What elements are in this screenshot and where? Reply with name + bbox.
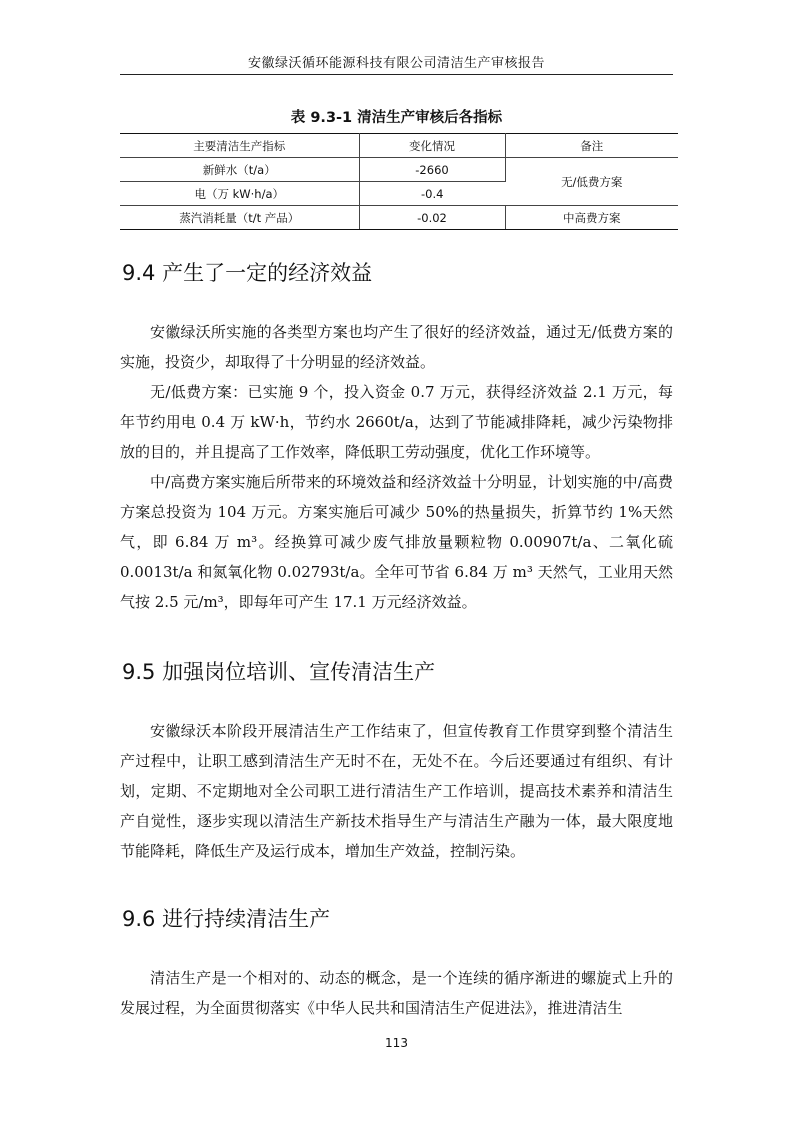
- cell-change: -0.02: [359, 206, 505, 230]
- paragraph: 中/高费方案实施后所带来的环境效益和经济效益十分明显，计划实施的中/高费方案总投资为 104 万元。方案实施后可减少 50%的热量损失，折算节约 1%天然气，即 6.84 万 m³。经换算可减少废气排放量颗粒物 0.00907t/a、二氧化硫 0.0013t/a 和氮氧化物 0.02793t/a。全年可节省 6.84 万 m³ 天然气，工业用天然气按 2.5 元/m³，即每年可产生 17.1 万元经济效益。: [120, 473, 673, 611]
- section-heading-9-6: 9.6 进行持续清洁生产: [122, 907, 331, 931]
- cell-indicator: 蒸汽消耗量（t/t 产品）: [120, 206, 359, 230]
- indicator-table: [120, 133, 678, 230]
- table-row: [120, 206, 678, 230]
- table-row: [120, 158, 678, 182]
- table-header-row: [120, 134, 678, 158]
- page-number: 113: [385, 1036, 408, 1050]
- paragraph: 安徽绿沃本阶段开展清洁生产工作结束了，但宣传教育工作贯穿到整个清洁生产过程中，让职工感到清洁生产无时不在，无处不在。今后还要通过有组织、有计划，定期、不定期地对全公司职工进行清洁生产工作培训，提高技术素养和清洁生产自觉性，逐步实现以清洁生产新技术指导生产与清洁生产融为一体，最大限度地节能降耗，降低生产及运行成本，增加生产效益，控制污染。: [120, 722, 673, 860]
- cell-change: -0.4: [359, 182, 505, 206]
- cell-change: -2660: [359, 158, 505, 182]
- section-heading-9-5: 9.5 加强岗位培训、宣传清洁生产: [122, 660, 436, 684]
- column-header-note: 备注: [505, 134, 678, 158]
- column-header-indicator: 主要清洁生产指标: [120, 134, 359, 158]
- cell-indicator: 新鲜水（t/a）: [120, 158, 359, 182]
- paragraph: 安徽绿沃所实施的各类型方案也均产生了很好的经济效益，通过无/低费方案的实施，投资少，却取得了十分明显的经济效益。: [120, 323, 673, 371]
- paragraph: 无/低费方案：已实施 9 个，投入资金 0.7 万元，获得经济效益 2.1 万元，每年节约用电 0.4 万 kW·h，节约水 2660t/a，达到了节能减排降耗，减少污染物排放的目的，并且提高了工作效率，降低职工劳动强度，优化工作环境等。: [120, 383, 673, 461]
- section-heading-9-4: 9.4 产生了一定的经济效益: [122, 261, 373, 285]
- column-header-change: 变化情况: [359, 134, 505, 158]
- table-caption: 表 9.3-1 清洁生产审核后各指标: [290, 110, 503, 126]
- cell-note-merged: 无/低费方案: [505, 158, 678, 206]
- header-rule: [120, 74, 673, 75]
- cell-note: 中高费方案: [505, 206, 678, 230]
- running-header: 安徽绿沃循环能源科技有限公司清洁生产审核报告: [247, 56, 545, 71]
- paragraph: 清洁生产是一个相对的、动态的概念，是一个连续的循序渐进的螺旋式上升的发展过程，为全面贯彻落实《中华人民共和国清洁生产促进法》，推进清洁生: [120, 969, 673, 1017]
- cell-indicator: 电（万 kW·h/a）: [120, 182, 359, 206]
